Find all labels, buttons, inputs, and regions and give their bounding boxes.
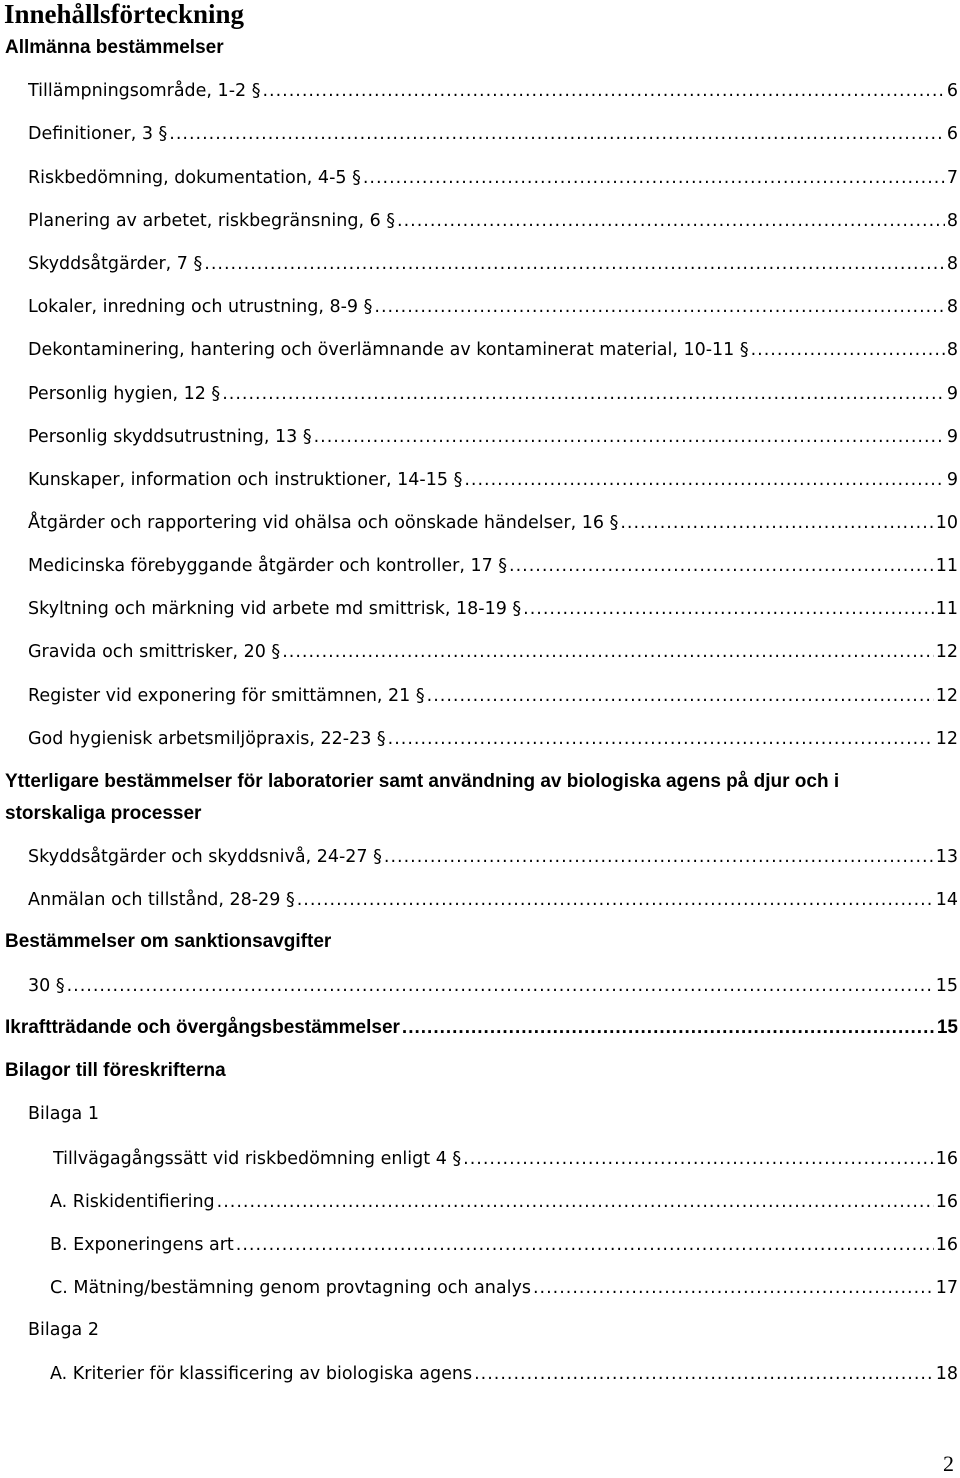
toc-entry-transition[interactable] <box>5 1014 958 1040</box>
dot-leader <box>509 554 934 578</box>
toc-entry[interactable] <box>50 1188 958 1214</box>
dot-leader <box>474 1362 934 1386</box>
toc-entry[interactable] <box>28 164 958 190</box>
toc-entry-page: 14 <box>935 890 958 910</box>
toc-entry[interactable] <box>50 1360 958 1386</box>
dot-leader <box>363 166 945 190</box>
dot-leader <box>236 1233 934 1257</box>
toc-entry-title: Ikraftträdande och övergångsbestämmelser <box>5 1017 400 1038</box>
toc-entry-title: Tillämpningsområde, 1-2 § <box>28 81 261 101</box>
toc-entry-title: Riskbedömning, dokumentation, 4-5 § <box>28 168 361 188</box>
toc-entry-title: Planering av arbetet, riskbegränsning, 6 § <box>28 211 396 231</box>
dot-leader <box>523 597 934 621</box>
dot-leader <box>282 640 934 664</box>
toc-entry[interactable] <box>53 1145 958 1171</box>
toc-entry[interactable] <box>28 972 958 998</box>
toc-entry[interactable] <box>28 120 958 146</box>
toc-entry-title: Definitioner, 3 § <box>28 124 168 144</box>
toc-entry-page: 8 <box>946 211 958 231</box>
toc-entry-page: 15 <box>935 976 958 996</box>
toc-entry[interactable] <box>28 380 958 406</box>
toc-entry-title: Tillvägagångssätt vid riskbedömning enligt 4 § <box>53 1149 462 1169</box>
dot-leader <box>384 845 934 869</box>
toc-entry[interactable] <box>28 886 958 912</box>
page-title: Innehållsförteckning <box>4 0 245 29</box>
dot-leader <box>217 1190 934 1214</box>
toc-entry-page: 16 <box>935 1149 958 1169</box>
toc-entry-page: 11 <box>935 599 958 619</box>
toc-entry-page: 10 <box>935 513 958 533</box>
dot-leader <box>533 1276 934 1300</box>
toc-entry-page: 9 <box>946 427 958 447</box>
toc-entry-title: Anmälan och tillstånd, 28-29 § <box>28 890 295 910</box>
dot-leader <box>222 382 945 406</box>
toc-entry[interactable] <box>28 725 958 751</box>
toc-entry[interactable] <box>28 77 958 103</box>
toc-entry-page: 16 <box>935 1235 958 1255</box>
toc-entry-title: Skyltning och märkning vid arbete md smittrisk, 18-19 § <box>28 599 522 619</box>
section-heading-general: Allmänna bestämmelser <box>5 37 224 58</box>
toc-entry-page: 8 <box>946 340 958 360</box>
toc-entry-title: A. Riskidentifiering <box>50 1192 215 1212</box>
toc-entry-title: A. Kriterier för klassificering av biologiska agens <box>50 1364 473 1384</box>
toc-entry-page: 15 <box>936 1017 958 1038</box>
section-heading-labs: Ytterligare bestämmelser för laboratorier samt användning av biologiska agens på djur och i storskaliga processer <box>5 771 840 824</box>
toc-entry[interactable] <box>50 1274 958 1300</box>
dot-leader <box>620 511 933 535</box>
toc-entry-title: Personlig hygien, 12 § <box>28 384 221 404</box>
section-heading-sanctions: Bestämmelser om sanktionsavgifter <box>5 931 332 952</box>
toc-entry-title: 30 § <box>28 976 65 996</box>
dot-leader <box>751 338 945 362</box>
toc-entry[interactable] <box>28 595 958 621</box>
toc-entry[interactable] <box>28 250 958 276</box>
dot-leader <box>374 295 944 319</box>
toc-entry-title: Kunskaper, information och instruktioner, 14-15 § <box>28 470 463 490</box>
dot-leader <box>169 122 945 146</box>
toc-entry-page: 16 <box>935 1192 958 1212</box>
toc-entry-title: Gravida och smittrisker, 20 § <box>28 642 281 662</box>
dot-leader <box>262 79 944 103</box>
toc-entry[interactable] <box>28 423 958 449</box>
appendix-label-1: Bilaga 1 <box>28 1104 99 1124</box>
toc-entry[interactable] <box>50 1231 958 1257</box>
toc-entry-title: Lokaler, inredning och utrustning, 8-9 § <box>28 297 373 317</box>
toc-entry-page: 6 <box>946 124 958 144</box>
toc-entry-page: 18 <box>935 1364 958 1384</box>
dot-leader <box>402 1016 935 1040</box>
toc-entry-title: Medicinska förebyggande åtgärder och kontroller, 17 § <box>28 556 508 576</box>
toc-entry-page: 17 <box>935 1278 958 1298</box>
toc-entry[interactable] <box>28 466 958 492</box>
toc-entry-page: 12 <box>935 642 958 662</box>
appendix-label-2: Bilaga 2 <box>28 1320 99 1340</box>
dot-leader <box>67 974 934 998</box>
toc-entry-page: 8 <box>946 254 958 274</box>
toc-entry[interactable] <box>28 638 958 664</box>
toc-entry[interactable] <box>28 682 958 708</box>
toc-entry-title: Skyddsåtgärder, 7 § <box>28 254 203 274</box>
toc-entry[interactable] <box>28 207 958 233</box>
toc-entry-title: Skyddsåtgärder och skyddsnivå, 24-27 § <box>28 847 382 867</box>
toc-entry-title: God hygienisk arbetsmiljöpraxis, 22-23 § <box>28 729 386 749</box>
toc-entry-title: B. Exponeringens art <box>50 1235 234 1255</box>
section-heading-appendices: Bilagor till föreskrifterna <box>5 1060 226 1081</box>
toc-entry[interactable] <box>28 552 958 578</box>
toc-entry[interactable] <box>28 843 958 869</box>
toc-entry-page: 12 <box>935 729 958 749</box>
dot-leader <box>297 888 934 912</box>
toc-entry-page: 11 <box>935 556 958 576</box>
dot-leader <box>463 1147 934 1171</box>
toc-entry-title: Personlig skyddsutrustning, 13 § <box>28 427 312 447</box>
toc-entry[interactable] <box>28 336 958 362</box>
toc-entry-page: 7 <box>946 168 958 188</box>
dot-leader <box>464 468 945 492</box>
toc-entry-title: Åtgärder och rapportering vid ohälsa och oönskade händelser, 16 § <box>28 513 619 533</box>
toc-entry-page: 13 <box>935 847 958 867</box>
toc-entry-title: Register vid exponering för smittämnen, 21 § <box>28 686 425 706</box>
toc-entry-page: 8 <box>946 297 958 317</box>
toc-entry-page: 12 <box>935 686 958 706</box>
toc-entry-page: 9 <box>946 384 958 404</box>
dot-leader <box>204 252 945 276</box>
toc-entry-title: Dekontaminering, hantering och överlämnande av kontaminerat material, 10-11 § <box>28 340 749 360</box>
dot-leader <box>314 425 945 449</box>
toc-entry[interactable] <box>28 293 958 319</box>
dot-leader <box>388 727 934 751</box>
dot-leader <box>427 684 934 708</box>
toc-entry-page: 6 <box>946 81 958 101</box>
toc-entry-page: 9 <box>946 470 958 490</box>
dot-leader <box>397 209 945 233</box>
toc-entry[interactable] <box>28 509 958 535</box>
page-number: 2 <box>943 1451 954 1476</box>
toc-entry-title: C. Mätning/bestämning genom provtagning och analys <box>50 1278 531 1298</box>
